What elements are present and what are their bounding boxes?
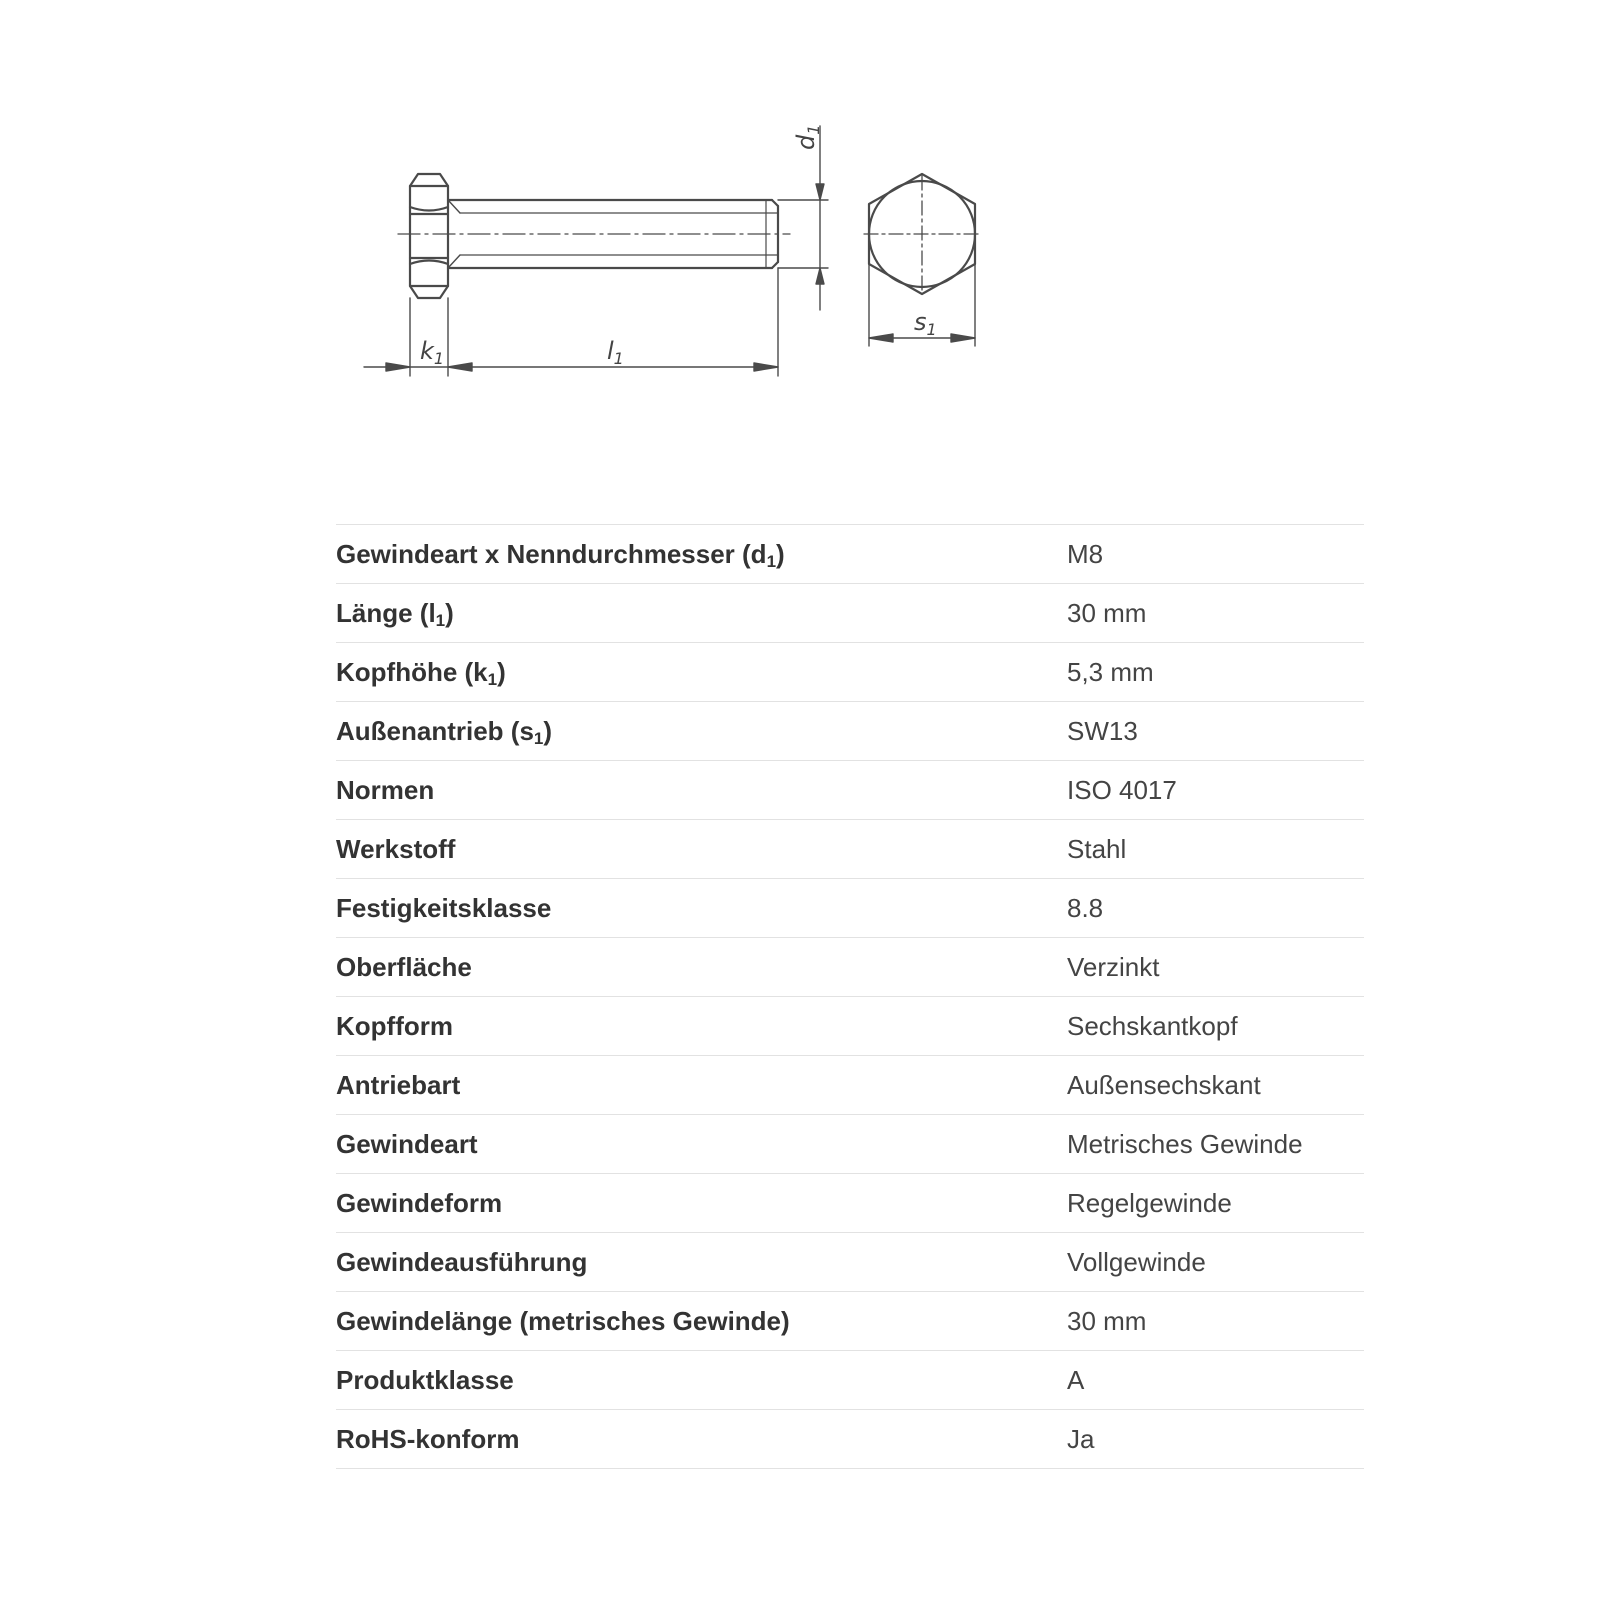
spec-row [336, 1292, 1364, 1351]
spec-label: Antriebart [336, 1069, 461, 1100]
spec-label: Länge $(l_1)$ [336, 597, 454, 630]
specification-table [336, 524, 1364, 1469]
spec-label: Festigkeitsklasse [336, 892, 552, 923]
dimension-label-k1: $k_1$ [420, 337, 445, 368]
spec-label: Kopfform [336, 1010, 453, 1041]
spec-row [336, 643, 1364, 702]
spec-value: 5,3 mm [1067, 656, 1154, 687]
spec-label: Oberfläche [336, 951, 472, 982]
spec-label: RoHS-konform [336, 1423, 520, 1454]
spec-label: Produktklasse [336, 1364, 514, 1395]
spec-row [336, 1174, 1364, 1233]
spec-value: Vollgewinde [1067, 1246, 1206, 1277]
spec-label: Gewindeart x Nenndurchmesser $(d_1)$ [336, 538, 785, 571]
dimension-label-l1: $l_1$ [607, 337, 624, 368]
spec-row [336, 820, 1364, 879]
spec-value: M8 [1067, 538, 1104, 569]
spec-label: Normen [336, 774, 435, 805]
spec-value: Außensechskant [1067, 1069, 1261, 1100]
spec-label: Gewindelänge (metrisches Gewinde) [336, 1305, 790, 1336]
specification-table-body [336, 525, 1364, 1469]
spec-row [336, 1115, 1364, 1174]
spec-value: Metrisches Gewinde [1067, 1128, 1303, 1159]
spec-label: Außenantrieb $(s_1)$ [336, 715, 553, 748]
spec-value: Regelgewinde [1067, 1187, 1232, 1218]
spec-row [336, 761, 1364, 820]
dimension-lines [364, 126, 975, 376]
spec-label: Kopfhöhe $(k_1)$ [336, 656, 506, 689]
spec-value: 30 mm [1067, 597, 1147, 628]
spec-value: ISO 4017 [1067, 774, 1177, 805]
spec-row [336, 1410, 1364, 1469]
spec-row [336, 997, 1364, 1056]
spec-value: A [1067, 1364, 1085, 1395]
spec-value: Verzinkt [1067, 951, 1160, 982]
spec-row [336, 584, 1364, 643]
spec-row [336, 1056, 1364, 1115]
bolt-head-end-view [864, 174, 980, 294]
dimension-label-s1: $s_1$ [914, 308, 937, 339]
spec-label: Gewindeart [336, 1128, 478, 1159]
spec-label: Gewindeform [336, 1187, 503, 1218]
spec-row [336, 879, 1364, 938]
spec-row [336, 1233, 1364, 1292]
spec-row [336, 702, 1364, 761]
spec-row [336, 1351, 1364, 1410]
spec-value: Sechskantkopf [1067, 1010, 1238, 1041]
bolt-head-side-view [410, 174, 448, 298]
dimension-label-d1: $d_1$ [792, 124, 823, 150]
spec-label: Werkstoff [336, 833, 456, 864]
spec-row [336, 938, 1364, 997]
spec-value: 30 mm [1067, 1305, 1147, 1336]
spec-value: Stahl [1067, 833, 1127, 864]
spec-value: Ja [1067, 1423, 1095, 1454]
spec-row [336, 525, 1364, 584]
spec-label: Gewindeausführung [336, 1246, 588, 1277]
spec-value: 8.8 [1067, 892, 1104, 923]
bolt-technical-drawing [0, 0, 1600, 460]
spec-value: SW13 [1067, 715, 1138, 746]
